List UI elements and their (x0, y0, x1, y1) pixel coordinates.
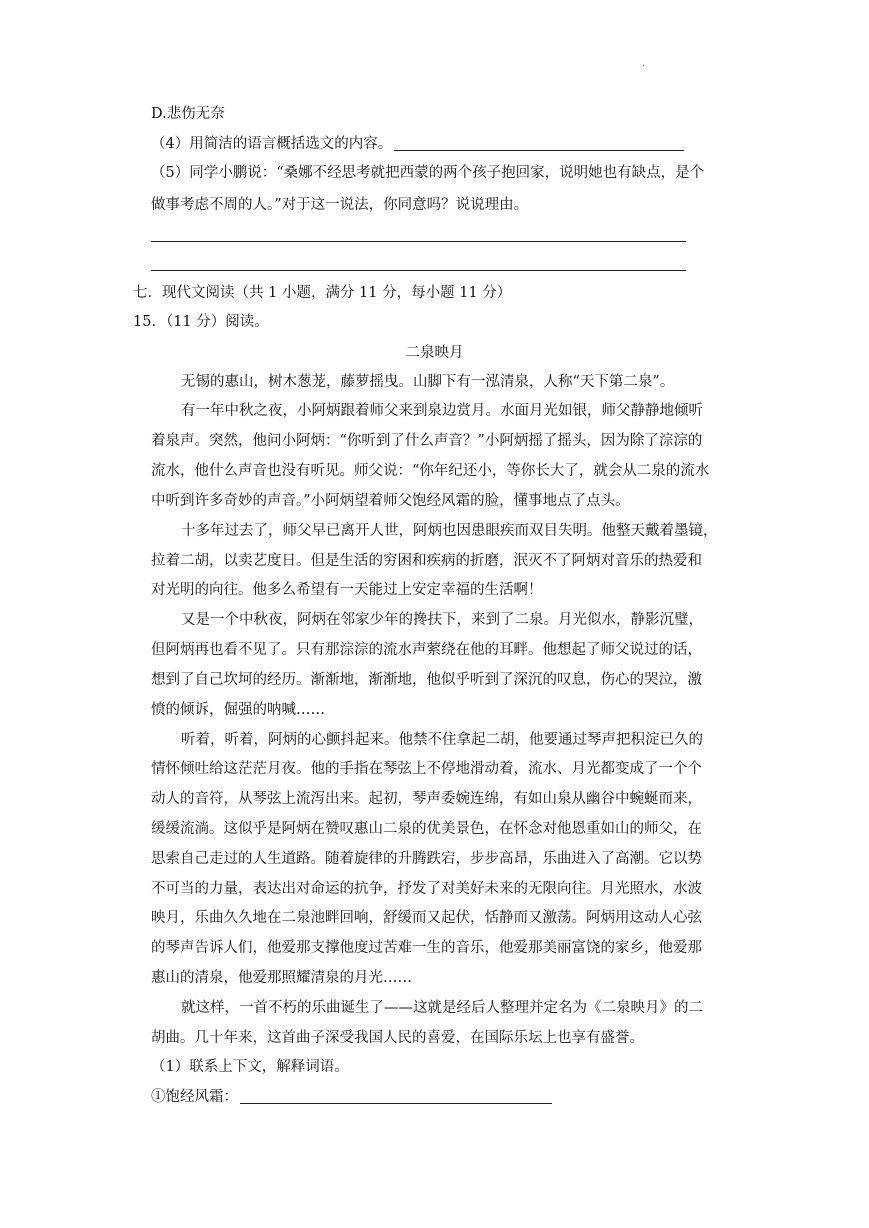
article-line: 想到了自己坎坷的经历。渐渐地，渐渐地，他似乎听到了深沉的叹息，伤心的哭泣，激 (151, 672, 702, 688)
article-line: 思索自己走过的人生道路。随着旋律的升腾跌宕，步步高昂，乐曲进入了高潮。它以势 (151, 851, 702, 867)
article-line: 无锡的惠山，树木葱茏，藤萝摇曳。山脚下有一泓清泉，人称“天下第二泉”。 (181, 374, 675, 390)
article-line: 有一年中秋之夜，小阿炳跟着师父来到泉边赏月。水面月光如银，师父静静地倾听 (181, 403, 703, 419)
question-5-line2: 做事考虑不周的人。”对于这一说法，你同意吗？说说理由。 (151, 197, 529, 213)
term-label: ①饱经风霜： (151, 1089, 238, 1105)
answer-line-q5-1[interactable] (151, 241, 686, 242)
sub-question-1-item-1 (151, 1087, 552, 1107)
article-line: 缓缓流淌。这似乎是阿炳在赞叹惠山二泉的优美景色，在怀念对他恩重如山的师父，在 (151, 821, 702, 837)
article-line: 映月，乐曲久久地在二泉池畔回响，舒缓而又起伏，恬静而又激荡。阿炳用这动人心弦 (151, 910, 702, 926)
article-line: 情怀倾吐给这茫茫月夜。他的手指在琴弦上不停地滑动着，流水、月光都变成了一个个 (151, 761, 702, 777)
page-mark: . (642, 58, 646, 69)
article-line: 中听到许多奇妙的声音。”小阿炳望着师父饱经风霜的脸，懂事地点了点头。 (151, 493, 630, 509)
article-line: 但阿炳再也看不见了。只有那淙淙的流水声萦绕在他的耳畔。他想起了师父说过的话， (151, 642, 702, 658)
question-4 (151, 134, 684, 154)
question-5-line1: （5）同学小鹏说：“桑娜不经思考就把西蒙的两个孩子抱回家，说明她也有缺点，是个 (151, 165, 705, 181)
article-line: 就这样，一首不朽的乐曲诞生了——这就是经后人整理并定名为《二泉映月》的二 (181, 1000, 703, 1016)
article-title: 二泉映月 (405, 345, 464, 361)
question-4-text: （4）用简洁的语言概括选文的内容。 (151, 136, 393, 152)
article-line: 不可当的力量，表达出对命运的抗争，抒发了对美好未来的无限向往。月光照水，水波 (151, 881, 702, 897)
article-line: 流水，他什么声音也没有听见。师父说：“你年纪还小，等你长大了，就会从二泉的流水 (151, 463, 710, 479)
section-heading: 七．现代文阅读（共 1 小题，满分 11 分，每小题 11 分） (133, 285, 512, 301)
article-line: 着泉声。突然，他问小阿炳：“你听到了什么声音？”小阿炳摇了摇头，因为除了淙淙的 (151, 433, 703, 449)
answer-blank-term-1[interactable] (240, 1089, 552, 1104)
article-line: 惠山的清泉，他爱那照耀清泉的月光…… (151, 970, 412, 986)
article-line: 拉着二胡，以卖艺度日。但是生活的穷困和疾病的折磨，泯灭不了阿炳对音乐的热爱和 (151, 553, 702, 569)
article-line: 对光明的向往。他多么希望有一天能过上安定幸福的生活啊！ (151, 582, 543, 598)
answer-line-q5-2[interactable] (151, 270, 686, 271)
article-line: 的琴声告诉人们，他爱那支撑他度过苦难一生的音乐，他爱那美丽富饶的家乡，他爱那 (151, 940, 702, 956)
sub-question-1: （1）联系上下文，解释词语。 (151, 1059, 349, 1075)
article-line: 动人的音符，从琴弦上流泻出来。起初，琴声委婉连绵，有如山泉从幽谷中蜿蜒而来， (151, 791, 702, 807)
article-line: 十多年过去了，师父早已离开人世，阿炳也因患眼疾而双目失明。他整天戴着墨镜， (181, 523, 718, 539)
article-line: 胡曲。几十年来，这首曲子深受我国人民的喜爱，在国际乐坛上也享有盛誉。 (151, 1030, 644, 1046)
question-15: 15．（11 分）阅读。 (133, 314, 269, 330)
article-line: 愤的倾诉，倔强的呐喊…… (151, 702, 325, 718)
answer-blank-q4[interactable] (394, 136, 684, 151)
option-d: D.悲伤无奈 (151, 106, 225, 122)
article-line: 听着，听着，阿炳的心颤抖起来。他禁不住拿起二胡，他要通过琴声把积淀已久的 (181, 732, 703, 748)
article-line: 又是一个中秋夜，阿炳在邻家少年的搀扶下，来到了二泉。月光似水，静影沉璧， (181, 612, 703, 628)
